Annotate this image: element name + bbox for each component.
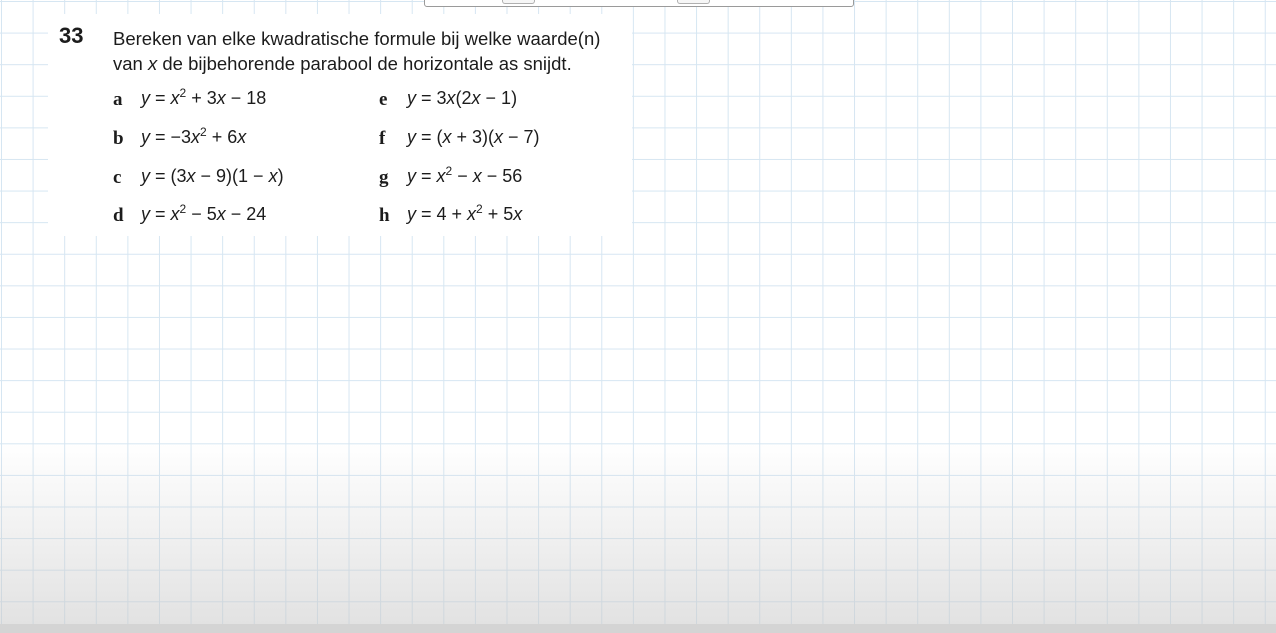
item-label: c (113, 167, 122, 188)
toolbar-handle-right[interactable] (677, 0, 710, 4)
item-formula: $y = x^2 + 3x - 18$ (141, 86, 267, 108)
item-formula: y = (x + 3)(x − 7) (407, 127, 540, 147)
item-formula: $y = x^2 - x - 56$ (407, 164, 523, 186)
item-formula: $y = x^2 - 5x - 24$ (141, 202, 267, 224)
question-line-2: van x de bijbehorende parabool de horizontale as snijdt. (113, 53, 572, 74)
toolbar-handle-left[interactable] (502, 0, 535, 4)
exercise-card (48, 14, 632, 236)
item-label: a (113, 89, 123, 110)
item-formula: y = (3x − 9)(1 − x) (141, 166, 284, 186)
item-label: b (113, 128, 124, 149)
question-line-1: Bereken van elke kwadratische formule bij welke waarde(n) (113, 28, 601, 49)
item-formula: $y = -3x^2 + 6x$ (141, 125, 247, 147)
exercise-number: 33 (59, 23, 84, 48)
item-label: d (113, 205, 124, 226)
page-bottom-shadow (0, 443, 1276, 633)
exercise-question (113, 26, 628, 76)
item-label: f (379, 128, 386, 149)
item-formula: $y = 4 + x^2 + 5x$ (407, 202, 523, 224)
item-label: e (379, 89, 388, 110)
top-toolbar-tab[interactable] (424, 0, 854, 7)
item-formula: y = 3x(2x − 1) (407, 88, 518, 108)
page-bottom-edge (0, 624, 1276, 633)
item-label: h (379, 205, 390, 226)
item-label: g (379, 167, 389, 188)
